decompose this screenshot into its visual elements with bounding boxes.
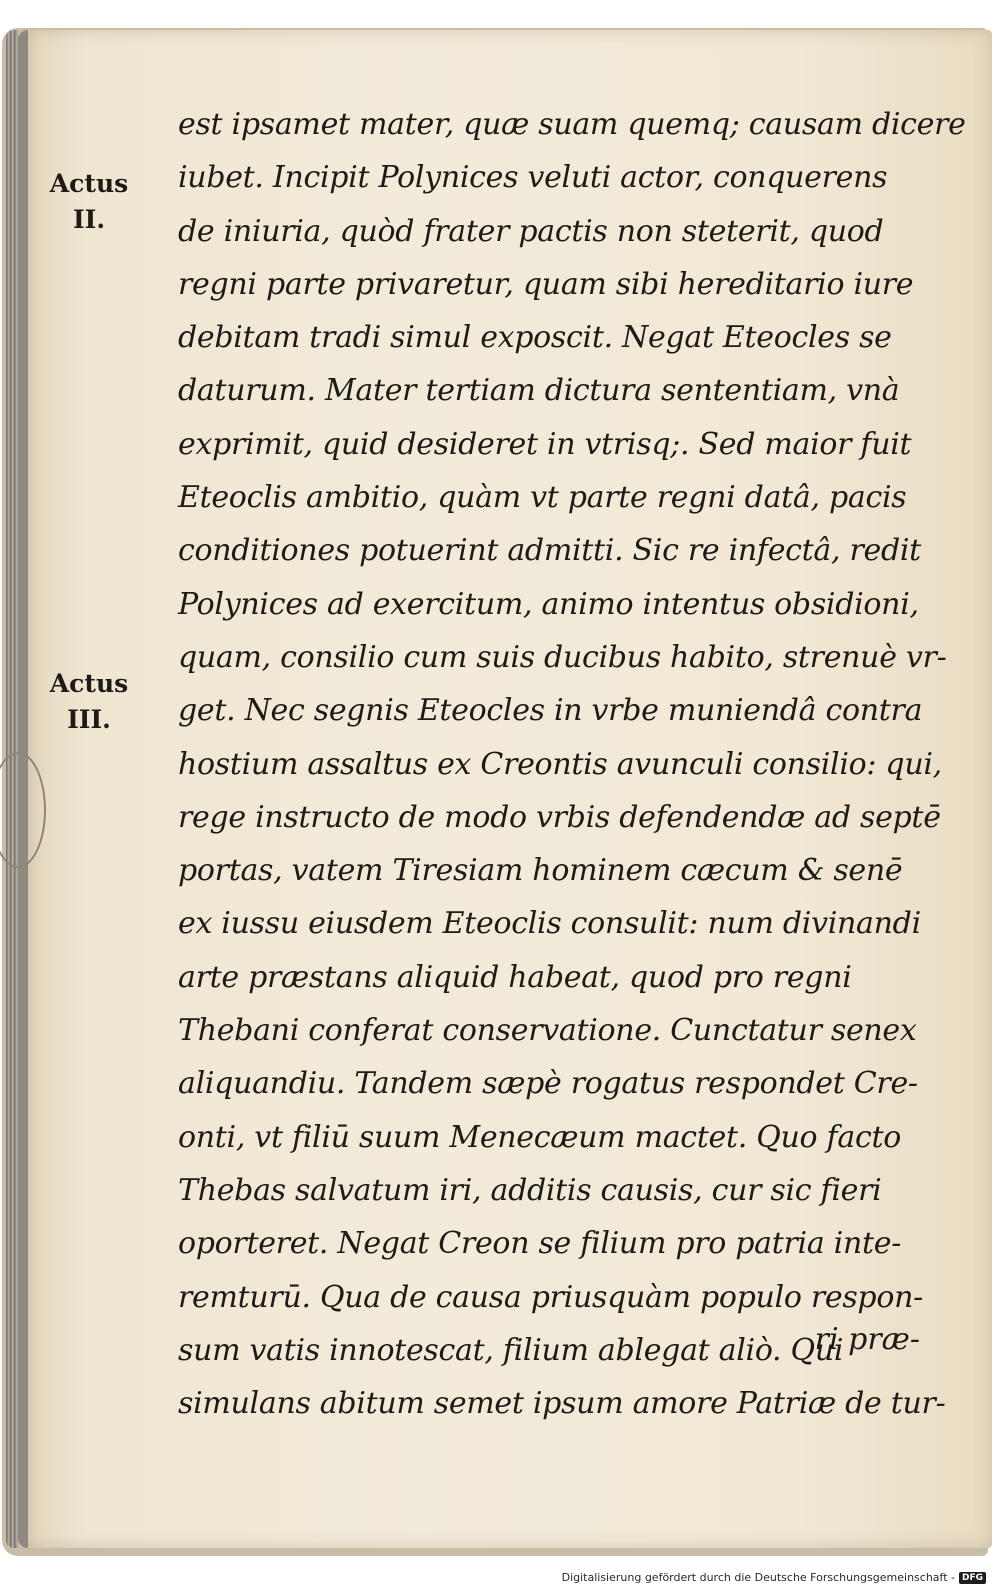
- text-line: rege instructo de modo vrbis defendendæ ad septē: [178, 799, 941, 835]
- text-line: de iniuria, quòd frater pactis non steterit, quod: [178, 213, 884, 249]
- margin-note-actus-3: [34, 666, 144, 738]
- text-line: Polynices ad exercitum, animo intentus obsidioni,: [178, 586, 919, 622]
- text-line: debitam tradi simul exposcit. Negat Eteocles se: [178, 320, 892, 356]
- margin-note-actus-2: [34, 166, 144, 238]
- text-line: sum vatis innotescat, filium ablegat aliò. Qui: [178, 1332, 844, 1368]
- text-line: Thebani conferat conservatione. Cunctatur senex: [178, 1013, 917, 1049]
- margin-note-number: II.: [72, 205, 106, 234]
- text-line: get. Nec segnis Eteocles in vrbe muniendâ contra: [178, 693, 923, 729]
- text-line: ex iussu eiusdem Eteoclis consulit: num divinandi: [178, 906, 921, 942]
- text-line: oporteret. Negat Creon se filium pro patria inte-: [178, 1226, 902, 1262]
- margin-note-label: Actus: [49, 169, 129, 198]
- text-line: onti, vt filiū suum Menecæum mactet. Quo facto: [178, 1119, 901, 1155]
- text-line: regni parte privaretur, quam sibi hereditario iure: [178, 266, 914, 302]
- text-line: quam, consilio cum suis ducibus habito, strenuè vr-: [178, 639, 947, 675]
- text-line: Eteoclis ambitio, quàm vt parte regni datâ, pacis: [178, 480, 907, 516]
- text-line: arte præstans aliquid habeat, quod pro regni: [178, 959, 852, 995]
- text-line: hostium assaltus ex Creontis avunculi consilio: qui,: [178, 746, 942, 782]
- dfg-logo-icon: DFG: [959, 1572, 986, 1584]
- footer-credit: Digitalisierung gefördert durch die Deutsche Forschungsgemeinschaft -: [561, 1571, 955, 1584]
- text-line: remturū. Qua de causa priusquàm populo respon-: [178, 1279, 923, 1315]
- text-line: simulans abitum semet ipsum amore Patriæ de tur-: [178, 1386, 946, 1422]
- digitization-footer: [562, 1571, 986, 1584]
- text-line: conditiones potuerint admitti. Sic re infectâ, redit: [178, 533, 921, 569]
- margin-note-number: III.: [67, 705, 111, 734]
- margin-note-label: Actus: [49, 669, 129, 698]
- text-line: iubet. Incipit Polynices veluti actor, conquerens: [178, 160, 888, 196]
- text-line: aliquandiu. Tandem sæpè rogatus respondet Cre-: [178, 1066, 918, 1102]
- text-line: Thebas salvatum iri, additis causis, cur sic fieri: [178, 1172, 882, 1208]
- text-line: daturum. Mater tertiam dictura sententiam, vnà: [178, 373, 900, 409]
- text-line: portas, vatem Tiresiam hominem cæcum & senē: [178, 853, 903, 889]
- catchword: ri præ-: [814, 1322, 920, 1357]
- body-text: [178, 98, 966, 1430]
- text-line: est ipsamet mater, quæ suam quemq; causam dicere: [178, 107, 966, 142]
- text-line: exprimit, quid desideret in vtrisq;. Sed maior fuit: [178, 426, 912, 462]
